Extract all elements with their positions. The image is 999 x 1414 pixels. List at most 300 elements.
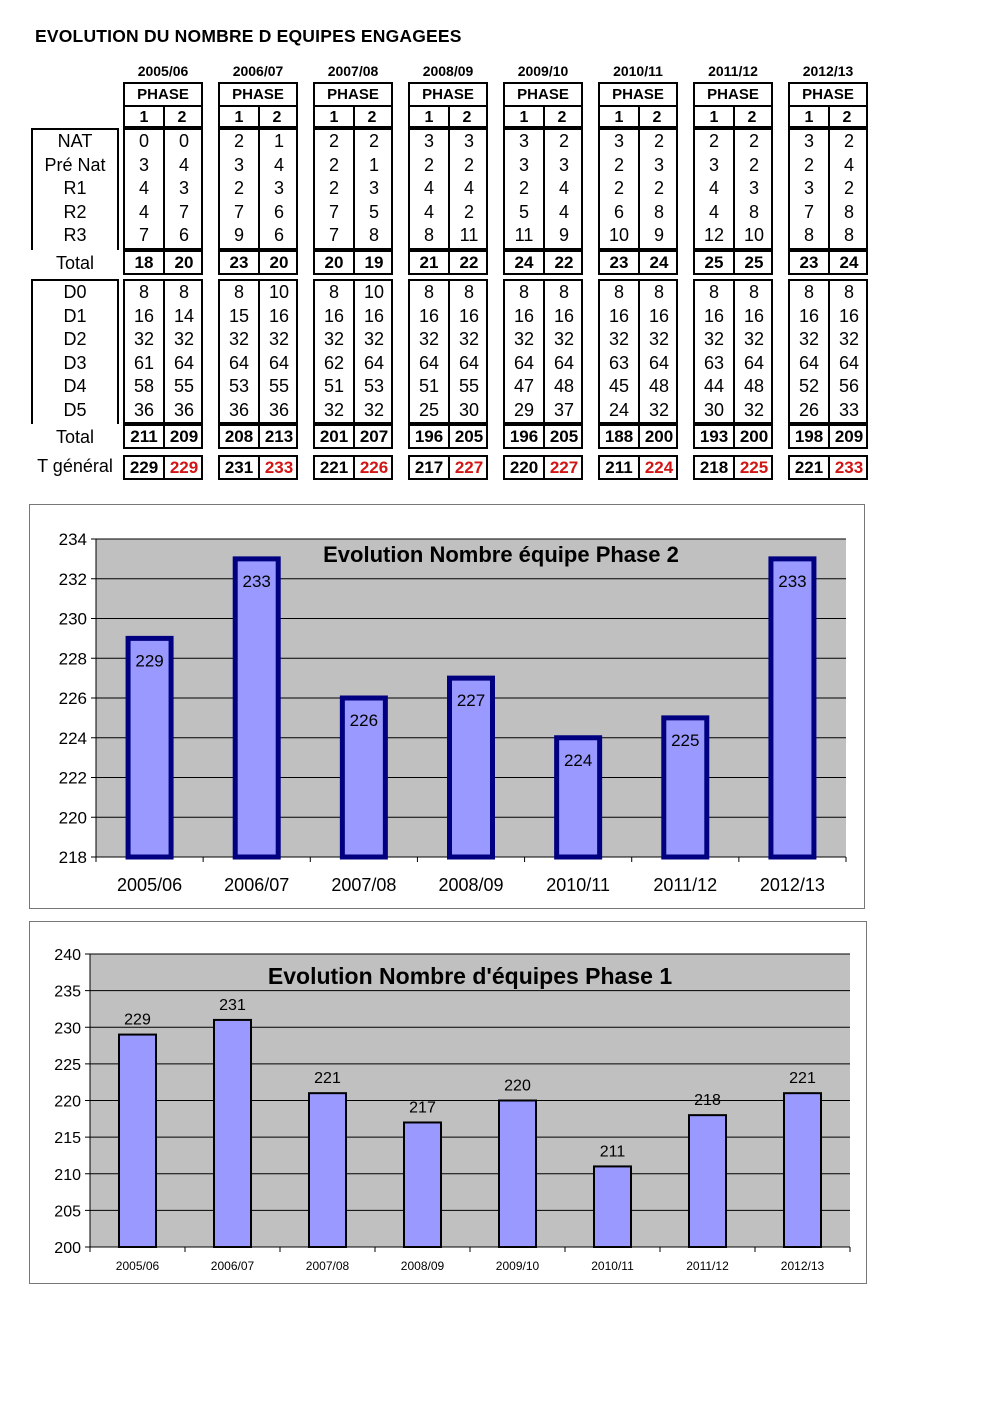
x-tick-label: 2006/07 <box>224 875 290 895</box>
total-phase1: 21 <box>419 252 439 272</box>
phase-1-header: 1 <box>125 107 165 128</box>
chart-title: Evolution Nombre équipe Phase 2 <box>323 542 679 567</box>
cell-phase1: 16 <box>133 305 155 326</box>
cell-phase1: 2 <box>423 154 434 175</box>
data-block-departmental <box>598 279 678 424</box>
cell-phase1: 53 <box>228 376 250 396</box>
cell-phase2: 64 <box>743 352 765 373</box>
phase-label: PHASE <box>125 84 201 107</box>
cell-phase1: 32 <box>228 329 250 349</box>
phase-1-header: 1 <box>505 107 545 128</box>
x-tick-label: 2007/08 <box>305 1259 350 1273</box>
grand-total-phase1: 229 <box>129 458 159 477</box>
y-tick-label: 234 <box>58 530 87 549</box>
total-row <box>123 424 203 449</box>
bar <box>771 559 814 857</box>
y-tick-label: 220 <box>58 808 87 828</box>
cell-phase2: 8 <box>843 282 854 302</box>
season-header: 2011/12 <box>708 63 758 79</box>
data-block-departmental <box>218 279 298 424</box>
cell-phase2: 0 <box>178 131 189 151</box>
x-tick-label: 2009/10 <box>495 1259 540 1273</box>
grand-total-phase1: 221 <box>319 458 349 477</box>
total-row <box>503 250 583 275</box>
cell-phase1: 3 <box>518 154 529 175</box>
cell-phase1: 47 <box>513 376 535 396</box>
grand-total-phase2: 227 <box>549 458 579 477</box>
phase-2-header: 2 <box>177 109 187 126</box>
total-phase2: 25 <box>744 252 764 272</box>
cell-phase1: 16 <box>703 305 725 326</box>
cell-phase2: 8 <box>653 201 664 222</box>
page-title: EVOLUTION DU NOMBRE D EQUIPES ENGAGEES <box>35 26 462 46</box>
cell-phase1: 3 <box>708 154 719 175</box>
y-tick-label: 232 <box>58 569 87 589</box>
phase-label: PHASE <box>410 84 486 107</box>
total-phase2: 205 <box>454 427 484 446</box>
x-tick-label: 2012/13 <box>780 1259 825 1273</box>
cell-phase2: 16 <box>363 305 385 326</box>
data-block-regional <box>313 128 393 250</box>
row-label: Pré Nat <box>44 154 106 175</box>
y-tick-label: 225 <box>54 1056 81 1074</box>
cell-phase1: 63 <box>608 352 630 373</box>
y-tick-label: 200 <box>54 1240 81 1257</box>
season-column <box>313 62 393 482</box>
season-column <box>693 62 773 482</box>
total-phase1: 201 <box>319 427 349 446</box>
cell-phase1: 44 <box>703 376 725 396</box>
grand-total-phase1: 211 <box>605 458 633 477</box>
cell-phase1: 8 <box>803 282 814 302</box>
bar <box>784 1093 821 1247</box>
x-tick-label: 2008/09 <box>400 1259 445 1273</box>
cell-phase1: 30 <box>703 399 725 420</box>
data-label: 227 <box>456 691 486 711</box>
data-block-regional <box>408 128 488 250</box>
y-tick-label: 218 <box>58 848 87 867</box>
phase-1-header: 1 <box>220 107 260 128</box>
data-label: 220 <box>504 1077 531 1095</box>
x-tick-label: 2005/06 <box>115 1259 160 1273</box>
row-label: NAT <box>57 131 93 151</box>
total-phase2: 209 <box>169 427 199 446</box>
total-row <box>693 424 773 449</box>
cell-phase2: 8 <box>368 225 379 245</box>
cell-phase2: 8 <box>748 201 759 222</box>
cell-phase2: 33 <box>838 399 860 420</box>
row-label: D2 <box>63 329 87 349</box>
total-phase2: 20 <box>174 252 194 272</box>
season-header: 2006/07 <box>232 63 284 79</box>
grand-total-label: T général <box>37 456 113 476</box>
data-label: 221 <box>789 1070 816 1088</box>
cell-phase1: 4 <box>138 178 149 198</box>
cell-phase2: 8 <box>463 282 474 302</box>
total-row <box>788 250 868 275</box>
cell-phase1: 16 <box>323 305 345 326</box>
cell-phase1: 8 <box>423 282 434 302</box>
cell-phase1: 16 <box>798 305 820 326</box>
grand-total-row <box>123 455 203 480</box>
row-label: D4 <box>63 376 87 396</box>
cell-phase2: 8 <box>843 225 854 245</box>
total-phase1: 193 <box>699 427 729 446</box>
total-phase1: 18 <box>134 252 154 272</box>
phase-1-header: 1 <box>790 107 830 128</box>
data-block-regional <box>123 128 203 250</box>
phase-header <box>598 82 678 128</box>
total-phase1: 196 <box>509 427 539 446</box>
cell-phase1: 3 <box>803 131 814 151</box>
cell-phase1: 32 <box>323 399 345 420</box>
total-phase1: 23 <box>229 252 249 272</box>
cell-phase1: 52 <box>798 376 820 396</box>
season-column <box>503 62 583 482</box>
total-row <box>598 424 678 449</box>
cell-phase1: 2 <box>328 178 339 198</box>
row-label: R3 <box>63 225 87 245</box>
cell-phase2: 3 <box>178 178 189 198</box>
season-header: 2009/10 <box>517 63 569 79</box>
bar <box>128 638 171 857</box>
cell-phase2: 32 <box>743 329 765 349</box>
cell-phase2: 32 <box>648 329 670 349</box>
cell-phase2: 64 <box>553 352 575 373</box>
total-phase2: 22 <box>554 252 574 272</box>
y-tick-label: 230 <box>58 609 87 629</box>
x-tick-label: 2007/08 <box>331 875 397 895</box>
cell-phase1: 8 <box>803 225 814 245</box>
phase-2-header: 2 <box>747 109 757 126</box>
row-label: D5 <box>63 399 87 420</box>
grand-total-row <box>503 455 583 480</box>
cell-phase2: 55 <box>268 376 290 396</box>
data-block-regional <box>788 128 868 250</box>
data-label: 229 <box>135 651 164 671</box>
grand-total-row <box>598 455 678 480</box>
data-label: 225 <box>671 730 700 750</box>
total-phase1: 211 <box>130 427 158 446</box>
cell-phase1: 58 <box>133 376 155 396</box>
cell-phase2: 64 <box>363 352 385 373</box>
bar <box>404 1122 441 1247</box>
total-row <box>693 250 773 275</box>
phase-2-header: 2 <box>842 109 852 126</box>
chart-phase2 <box>30 505 864 908</box>
cell-phase2: 2 <box>748 154 759 175</box>
cell-phase2: 2 <box>463 201 474 222</box>
y-tick-label: 215 <box>54 1130 81 1148</box>
cell-phase1: 25 <box>418 399 440 420</box>
cell-phase1: 3 <box>518 131 529 151</box>
total-phase2: 19 <box>364 252 384 272</box>
cell-phase2: 36 <box>173 399 195 420</box>
cell-phase1: 7 <box>328 225 339 245</box>
cell-phase2: 9 <box>653 225 664 245</box>
cell-phase2: 32 <box>363 399 385 420</box>
cell-phase1: 11 <box>514 225 534 245</box>
row-label: R2 <box>63 201 87 222</box>
cell-phase2: 16 <box>838 305 860 326</box>
data-label: 233 <box>778 571 807 591</box>
bar <box>309 1093 346 1247</box>
cell-phase2: 56 <box>838 376 860 396</box>
cell-phase2: 2 <box>843 131 854 151</box>
cell-phase2: 48 <box>553 376 575 396</box>
phase-2-header: 2 <box>557 109 567 126</box>
data-block-regional <box>218 128 298 250</box>
cell-phase1: 7 <box>138 225 149 245</box>
data-block-departmental <box>408 279 488 424</box>
cell-phase1: 32 <box>133 329 155 349</box>
x-tick-label: 2011/12 <box>686 1259 729 1273</box>
cell-phase2: 16 <box>743 305 765 326</box>
phase-header <box>788 82 868 128</box>
cell-phase2: 64 <box>173 352 195 373</box>
total-phase1: 20 <box>324 252 344 272</box>
season-column <box>408 62 488 482</box>
cell-phase2: 2 <box>463 154 474 175</box>
total-phase1: 188 <box>604 427 634 446</box>
cell-phase2: 48 <box>648 376 670 396</box>
total-phase2: 209 <box>834 427 864 446</box>
grand-total-phase2: 225 <box>739 458 769 477</box>
grand-total-row <box>313 455 393 480</box>
data-block-departmental <box>503 279 583 424</box>
cell-phase1: 4 <box>708 201 719 222</box>
data-block-regional <box>693 128 773 250</box>
cell-phase2: 48 <box>743 376 765 396</box>
row-label: D1 <box>63 305 87 326</box>
season-column <box>218 62 298 482</box>
cell-phase1: 4 <box>423 178 434 198</box>
x-tick-label: 2010/11 <box>591 1259 634 1273</box>
cell-phase2: 32 <box>268 329 290 349</box>
cell-phase2: 32 <box>838 329 860 349</box>
total-row <box>788 424 868 449</box>
cell-phase2: 11 <box>459 225 479 245</box>
data-label: 218 <box>694 1092 721 1110</box>
cell-phase2: 32 <box>458 329 480 349</box>
total-row <box>598 250 678 275</box>
cell-phase1: 3 <box>233 154 244 175</box>
grand-total-phase2: 233 <box>264 458 294 477</box>
y-tick-label: 224 <box>58 728 87 748</box>
cell-phase1: 4 <box>138 201 149 222</box>
data-block-regional <box>598 128 678 250</box>
phase-header <box>693 82 773 128</box>
cell-phase1: 32 <box>513 329 535 349</box>
cell-phase2: 4 <box>178 154 189 175</box>
bar <box>499 1101 536 1248</box>
cell-phase1: 2 <box>328 131 339 151</box>
phase-label: PHASE <box>220 84 296 107</box>
cell-phase2: 6 <box>178 225 189 245</box>
cell-phase1: 32 <box>323 329 345 349</box>
grand-total-row <box>693 455 773 480</box>
total-phase2: 22 <box>459 252 479 272</box>
phase-1-header: 1 <box>600 107 640 128</box>
total-row <box>218 250 298 275</box>
cell-phase1: 0 <box>138 131 149 151</box>
grand-total-phase2: 226 <box>359 458 389 477</box>
y-tick-label: 210 <box>54 1166 81 1184</box>
cell-phase2: 9 <box>558 225 569 245</box>
cell-phase1: 3 <box>138 154 149 175</box>
row-label: R1 <box>63 178 87 198</box>
cell-phase2: 2 <box>748 131 759 151</box>
phase-1-header: 1 <box>315 107 355 128</box>
bar <box>119 1035 156 1247</box>
y-tick-label: 220 <box>54 1093 81 1111</box>
data-block-departmental <box>693 279 773 424</box>
season-header: 2008/09 <box>422 63 474 79</box>
data-label: 217 <box>409 1099 436 1117</box>
cell-phase1: 3 <box>423 131 434 151</box>
cell-phase1: 36 <box>133 399 155 420</box>
total-phase2: 205 <box>549 427 579 446</box>
cell-phase1: 12 <box>703 225 725 245</box>
cell-phase1: 26 <box>798 399 820 420</box>
y-tick-label: 230 <box>54 1020 81 1038</box>
cell-phase1: 2 <box>233 131 244 151</box>
grand-total-phase2: 229 <box>169 458 199 477</box>
cell-phase1: 51 <box>323 376 345 396</box>
cell-phase1: 8 <box>233 282 244 302</box>
cell-phase1: 10 <box>608 225 630 245</box>
y-tick-label: 235 <box>54 983 81 1001</box>
cell-phase1: 3 <box>613 131 624 151</box>
cell-phase1: 51 <box>418 376 440 396</box>
cell-phase1: 2 <box>518 178 529 198</box>
total-phase2: 20 <box>269 252 289 272</box>
cell-phase2: 64 <box>458 352 480 373</box>
cell-phase2: 2 <box>653 131 664 151</box>
cell-phase2: 55 <box>173 376 195 396</box>
total-label: Total <box>55 252 95 273</box>
cell-phase1: 8 <box>708 282 719 302</box>
cell-phase1: 7 <box>328 201 339 222</box>
total-row <box>313 424 393 449</box>
phase-header <box>313 82 393 128</box>
cell-phase1: 32 <box>418 329 440 349</box>
cell-phase2: 4 <box>558 178 569 198</box>
chart-phase2-frame <box>29 504 865 909</box>
data-label: 229 <box>124 1011 151 1029</box>
cell-phase2: 32 <box>553 329 575 349</box>
cell-phase1: 62 <box>323 352 345 373</box>
cell-phase2: 5 <box>368 201 379 222</box>
cell-phase1: 2 <box>803 154 814 175</box>
data-label: 233 <box>242 571 271 591</box>
cell-phase1: 8 <box>613 282 624 302</box>
total-phase1: 25 <box>704 252 724 272</box>
cell-phase1: 64 <box>513 352 535 373</box>
cell-phase1: 32 <box>798 329 820 349</box>
bar <box>214 1020 251 1247</box>
phase-header <box>408 82 488 128</box>
cell-phase2: 30 <box>458 399 480 420</box>
cell-phase1: 45 <box>608 376 630 396</box>
total-row <box>218 424 298 449</box>
x-tick-label: 2006/07 <box>210 1259 255 1273</box>
grand-total-row <box>218 455 298 480</box>
cell-phase2: 64 <box>648 352 670 373</box>
cell-phase2: 2 <box>843 178 854 198</box>
season-header: 2010/11 <box>613 63 663 79</box>
cell-phase2: 3 <box>748 178 759 198</box>
season-column <box>788 62 868 482</box>
cell-phase1: 63 <box>703 352 725 373</box>
cell-phase2: 2 <box>558 131 569 151</box>
cell-phase1: 3 <box>803 178 814 198</box>
row-label: D3 <box>63 352 87 373</box>
data-label: 226 <box>349 711 379 730</box>
cell-phase2: 2 <box>368 131 379 151</box>
cell-phase1: 2 <box>708 131 719 151</box>
grand-total-phase1: 217 <box>414 458 444 477</box>
cell-phase1: 15 <box>228 305 250 326</box>
total-phase1: 23 <box>799 252 819 272</box>
data-block-departmental <box>313 279 393 424</box>
cell-phase2: 32 <box>363 329 385 349</box>
season-column <box>598 62 678 482</box>
cell-phase2: 16 <box>648 305 670 326</box>
total-row <box>408 424 488 449</box>
cell-phase2: 10 <box>363 282 385 302</box>
phase-label: PHASE <box>790 84 866 107</box>
total-phase2: 24 <box>839 252 859 272</box>
cell-phase2: 4 <box>273 154 284 175</box>
phase-header <box>218 82 298 128</box>
data-block-departmental <box>123 279 203 424</box>
cell-phase1: 8 <box>328 282 339 302</box>
data-label: 211 <box>599 1143 626 1161</box>
cell-phase1: 7 <box>233 201 244 222</box>
cell-phase1: 16 <box>418 305 440 326</box>
row-label: D0 <box>63 282 87 302</box>
grand-total-phase1: 220 <box>509 458 539 477</box>
cell-phase2: 32 <box>743 399 765 420</box>
data-label: 224 <box>563 750 593 770</box>
total-row <box>408 250 488 275</box>
y-tick-label: 205 <box>54 1203 81 1221</box>
cell-phase2: 10 <box>268 282 290 302</box>
chart-phase1-frame <box>29 921 867 1284</box>
cell-phase2: 1 <box>273 131 284 151</box>
cell-phase2: 36 <box>268 399 290 420</box>
y-tick-label: 240 <box>54 947 81 964</box>
cell-phase2: 1 <box>368 154 379 175</box>
cell-phase2: 53 <box>363 376 385 396</box>
cell-phase2: 2 <box>653 178 664 198</box>
cell-phase2: 3 <box>653 154 664 175</box>
x-tick-label: 2008/09 <box>438 875 504 895</box>
phase-header <box>503 82 583 128</box>
x-tick-label: 2011/12 <box>653 875 718 895</box>
cell-phase1: 8 <box>138 282 149 302</box>
total-row <box>313 250 393 275</box>
cell-phase2: 6 <box>273 201 284 222</box>
cell-phase1: 9 <box>233 225 244 245</box>
cell-phase1: 64 <box>418 352 440 373</box>
chart-title: Evolution Nombre d'équipes Phase 1 <box>267 963 673 989</box>
total-phase1: 208 <box>224 427 254 446</box>
season-column <box>123 62 203 482</box>
season-header: 2005/06 <box>137 63 189 79</box>
cell-phase1: 64 <box>228 352 250 373</box>
